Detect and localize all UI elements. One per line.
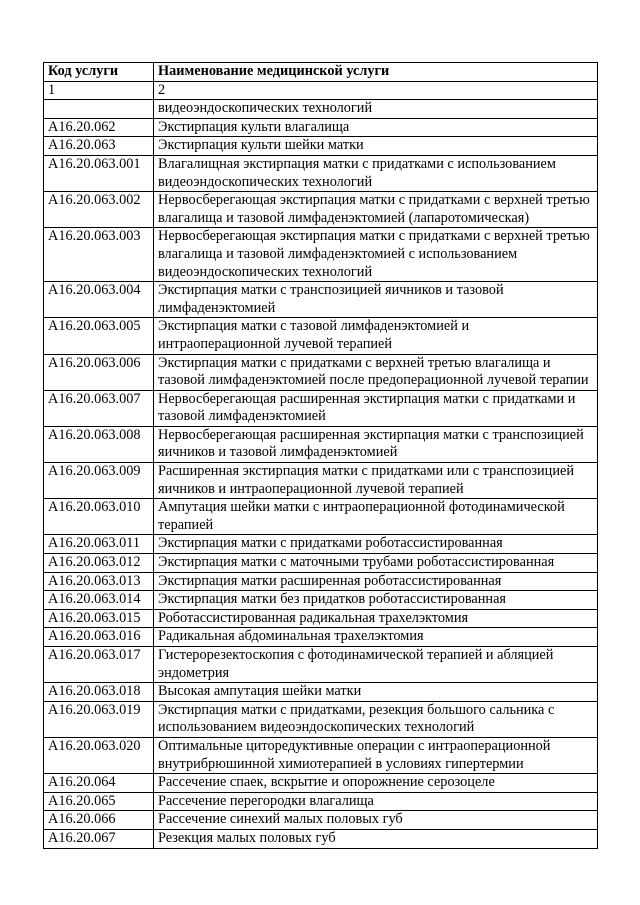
table-row bbox=[44, 628, 598, 647]
table-row bbox=[44, 572, 598, 591]
table-row bbox=[44, 774, 598, 793]
service-code: A16.20.062 bbox=[44, 118, 154, 137]
header-code: Код услуги bbox=[44, 63, 154, 82]
service-code: A16.20.063.020 bbox=[44, 737, 154, 773]
service-name: Экстирпация матки с придатками роботассистированная bbox=[154, 535, 598, 554]
table-row bbox=[44, 137, 598, 156]
service-code: A16.20.063.001 bbox=[44, 155, 154, 191]
table-row bbox=[44, 535, 598, 554]
table-row bbox=[44, 426, 598, 462]
service-code: A16.20.063.007 bbox=[44, 390, 154, 426]
service-name: Ампутация шейки матки с интраоперационной фотодинамической терапией bbox=[154, 499, 598, 535]
service-code: A16.20.063.012 bbox=[44, 554, 154, 573]
table-row bbox=[44, 554, 598, 573]
service-code: A16.20.066 bbox=[44, 811, 154, 830]
continuation-row bbox=[44, 100, 598, 119]
service-name: Экстирпация матки с придатками, резекция большого сальника с использованием видеоэндоскопических технологий bbox=[154, 701, 598, 737]
service-name: Роботассистированная радикальная трахелэктомия bbox=[154, 609, 598, 628]
continuation-name: видеоэндоскопических технологий bbox=[154, 100, 598, 119]
service-name: Нервосберегающая экстирпация матки с придатками с верхней третью влагалища и тазовой лимфаденэктомией с использованием видеоэндоскопических технологий bbox=[154, 228, 598, 282]
table-row bbox=[44, 829, 598, 848]
service-code: A16.20.063.006 bbox=[44, 354, 154, 390]
service-code: A16.20.063.008 bbox=[44, 426, 154, 462]
table-row bbox=[44, 228, 598, 282]
service-name: Нервосберегающая расширенная экстирпация матки с транспозицией яичников и тазовой лимфаденэктомией bbox=[154, 426, 598, 462]
service-name: Экстирпация культи влагалища bbox=[154, 118, 598, 137]
table-row bbox=[44, 155, 598, 191]
table-row bbox=[44, 811, 598, 830]
service-name: Расширенная экстирпация матки с придатками или с транспозицией яичников и интраоперационной лучевой терапией bbox=[154, 463, 598, 499]
service-code: A16.20.063.017 bbox=[44, 647, 154, 683]
service-code: A16.20.063.019 bbox=[44, 701, 154, 737]
service-name: Нервосберегающая расширенная экстирпация матки с придатками и тазовой лимфаденэктомией bbox=[154, 390, 598, 426]
service-code: A16.20.064 bbox=[44, 774, 154, 793]
service-code: A16.20.063 bbox=[44, 137, 154, 156]
service-name: Экстирпация матки без придатков роботассистированная bbox=[154, 591, 598, 610]
table-row bbox=[44, 701, 598, 737]
table-row bbox=[44, 499, 598, 535]
service-code: A16.20.063.015 bbox=[44, 609, 154, 628]
table-row bbox=[44, 318, 598, 354]
service-name: Гистерорезектоскопия с фотодинамической терапией и абляцией эндометрия bbox=[154, 647, 598, 683]
table-row bbox=[44, 354, 598, 390]
service-code: A16.20.063.013 bbox=[44, 572, 154, 591]
service-code: A16.20.063.011 bbox=[44, 535, 154, 554]
table-row bbox=[44, 609, 598, 628]
service-name: Оптимальные циторедуктивные операции с интраоперационной внутрибрюшинной химиотерапией в условиях гипертермии bbox=[154, 737, 598, 773]
service-code: A16.20.065 bbox=[44, 792, 154, 811]
table-row bbox=[44, 192, 598, 228]
service-code: A16.20.063.014 bbox=[44, 591, 154, 610]
column-number-2: 2 bbox=[154, 81, 598, 100]
service-code: A16.20.063.004 bbox=[44, 282, 154, 318]
service-name: Экстирпация матки с транспозицией яичников и тазовой лимфаденэктомией bbox=[154, 282, 598, 318]
table-row bbox=[44, 792, 598, 811]
service-code: A16.20.063.016 bbox=[44, 628, 154, 647]
table-row bbox=[44, 737, 598, 773]
service-code: A16.20.063.010 bbox=[44, 499, 154, 535]
service-name: Влагалищная экстирпация матки с придатками с использованием видеоэндоскопических технологий bbox=[154, 155, 598, 191]
service-name: Экстирпация матки расширенная роботассистированная bbox=[154, 572, 598, 591]
table-row bbox=[44, 591, 598, 610]
column-number-1: 1 bbox=[44, 81, 154, 100]
service-name: Резекция малых половых губ bbox=[154, 829, 598, 848]
table-row bbox=[44, 683, 598, 702]
table-row bbox=[44, 282, 598, 318]
service-code: A16.20.063.002 bbox=[44, 192, 154, 228]
table-row bbox=[44, 647, 598, 683]
services-table bbox=[43, 62, 598, 849]
header-name: Наименование медицинской услуги bbox=[154, 63, 598, 82]
column-number-row bbox=[44, 81, 598, 100]
table-row bbox=[44, 463, 598, 499]
table-row bbox=[44, 390, 598, 426]
service-code: A16.20.063.003 bbox=[44, 228, 154, 282]
service-code: A16.20.063.009 bbox=[44, 463, 154, 499]
service-name: Высокая ампутация шейки матки bbox=[154, 683, 598, 702]
table-row bbox=[44, 118, 598, 137]
service-name: Экстирпация культи шейки матки bbox=[154, 137, 598, 156]
service-name: Рассечение спаек, вскрытие и опорожнение серозоцеле bbox=[154, 774, 598, 793]
service-name: Нервосберегающая экстирпация матки с придатками с верхней третью влагалища и тазовой лимфаденэктомией (лапаротомическая) bbox=[154, 192, 598, 228]
service-code: A16.20.063.018 bbox=[44, 683, 154, 702]
header-row bbox=[44, 63, 598, 82]
service-name: Рассечение перегородки влагалища bbox=[154, 792, 598, 811]
service-name: Радикальная абдоминальная трахелэктомия bbox=[154, 628, 598, 647]
service-name: Экстирпация матки с тазовой лимфаденэктомией и интраоперационной лучевой терапией bbox=[154, 318, 598, 354]
service-name: Экстирпация матки с придатками с верхней третью влагалища и тазовой лимфаденэктомией после предоперационной лучевой терапии bbox=[154, 354, 598, 390]
service-code: A16.20.063.005 bbox=[44, 318, 154, 354]
service-code: A16.20.067 bbox=[44, 829, 154, 848]
service-name: Рассечение синехий малых половых губ bbox=[154, 811, 598, 830]
continuation-code-cell bbox=[44, 100, 154, 119]
service-name: Экстирпация матки с маточными трубами роботассистированная bbox=[154, 554, 598, 573]
